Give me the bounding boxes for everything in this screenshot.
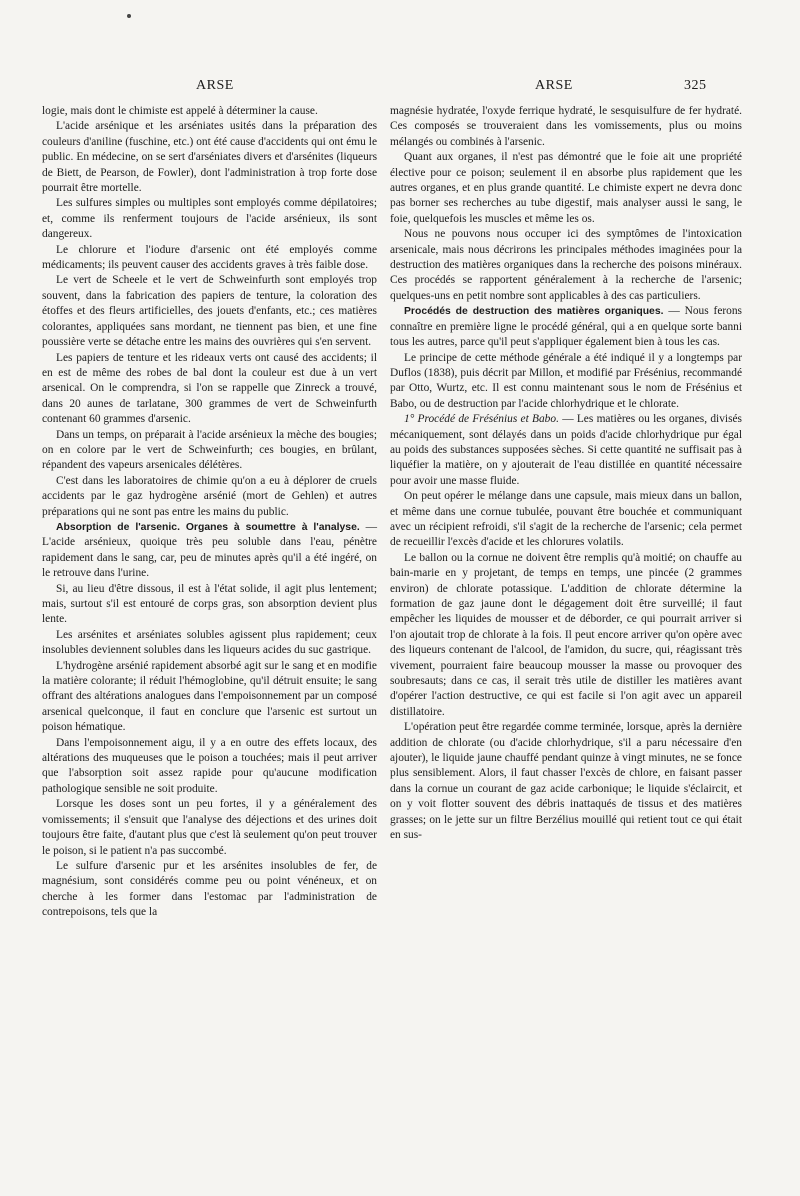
right-column — [390, 104, 742, 844]
paragraph-text: Le chlorure et l'iodure d'arsenic ont été employés comme médicaments; ils peuvent causer des accidents graves à très faible dose. — [42, 243, 377, 272]
paragraph — [390, 150, 742, 227]
paragraph — [390, 104, 742, 150]
paragraph-text: Si, au lieu d'être dissous, il est à l'état solide, il agit plus lentement; mais, surtout s'il est entouré de corps gras, son absorption devient plus lente. — [42, 582, 377, 626]
ink-speck — [127, 14, 131, 18]
subsection-heading: 1° Procédé de Frésénius et Babo. — [404, 413, 559, 426]
paragraph-text: Le ballon ou la cornue ne doivent être remplis qu'à moitié; on chauffe au bain-marie en y projetant, de temps en temps, une pincée (2 grammes environ) de chlorate potassique. L'addition de chlorate détermine la formation de gaz jaune dont le dégagement doit être surveillé; il faut empêcher les liquides de mousser et de déborder, ce qui pourrait arriver si l'on ajoutait trop de chlorate à la fois. Il peut encore arriver qu'on opère avec des liqueurs contenant de l'alcool, de l'amidon, du sucre, qui, réagissant très vivement, pourraient faire beaucoup mousser la masse ou provoquer des soubresauts; dans ce cas, il serait très utile de distiller les matières avant d'opérer l'action destructive, ce qui est facile si l'on agit avec un appareil distillatoire. — [390, 551, 742, 718]
paragraph-text: Le sulfure d'arsenic pur et les arsénites insolubles de fer, de magnésium, sont considérés comme peu ou point vénéneux, et on cherche à les former dans l'estomac par l'administration de contrepoisons, tels que la — [42, 859, 377, 919]
paragraph — [42, 273, 377, 350]
paragraph — [42, 243, 377, 274]
paragraph — [42, 119, 377, 196]
running-head-right: ARSE — [535, 78, 573, 93]
paragraph — [42, 428, 377, 474]
paragraph-text: logie, mais dont le chimiste est appelé à déterminer la cause. — [42, 105, 318, 117]
section-heading: Absorption de l'arsenic. Organes à soumettre à l'analyse. — [56, 521, 360, 533]
paragraph — [390, 227, 742, 304]
paragraph — [390, 551, 742, 720]
page-number: 325 — [684, 78, 707, 93]
paragraph — [390, 412, 742, 489]
paragraph — [42, 797, 377, 859]
paragraph-text: Quant aux organes, il n'est pas démontré que le foie ait une propriété élective pour ce poison; seulement il en absorbe plus rapidement que les autres organes, et en plus grande quantité. Le chimiste expert ne devra donc pas borner ses recherches au tube digestif, mais analyser aussi le sang, le foie, quelquefois les muscles et même les os. — [390, 151, 742, 225]
paragraph — [42, 628, 377, 659]
paragraph-text: Dans un temps, on préparait à l'acide arsénieux la mèche des bougies; on en colore par le vert de Schweinfurth; ces bougies, en brûlant, répandent des vapeurs arsenicales délétères. — [42, 428, 377, 472]
paragraph — [42, 736, 377, 798]
paragraph — [42, 659, 377, 736]
paragraph — [390, 720, 742, 843]
paragraph-text: — L'acide arsénieux, quoique très peu soluble dans l'eau, pénètre rapidement dans le sang, car, peu de minutes après qu'il a été ingéré, on le retrouve dans l'urine. — [42, 520, 377, 580]
paragraph-text: magnésie hydratée, l'oxyde ferrique hydraté, le sesquisulfure de fer hydraté. Ces composés se trouveraient dans les vomissements, plus ou moins mélangés ou combinés à l'arsenic. — [390, 105, 742, 148]
paragraph-text: Le vert de Scheele et le vert de Schweinfurth sont employés trop souvent, dans la fabrication des papiers de tenture, la coloration des étoffes et des fleurs artificielles, des jouets d'enfants, etc.; ces matières colorantes, appliquées sans mordant, ne tiennent pas bien, et une fine poussière verte se détache entre les mains des ouvrières qui s'en servent. — [42, 274, 377, 349]
paragraph-text: — Nous ferons connaître en première ligne le procédé général, qui a en quelque sorte banni tous les autres, parce qu'il peut s'appliquer également bien à tous les cas. — [390, 305, 742, 349]
paragraph — [390, 489, 742, 551]
paragraph-text: On peut opérer le mélange dans une capsule, mais mieux dans un ballon, et même dans une cornue tubulée, pouvant être bouchée et communiquant avec un récipient refroidi, s'il s'agit de la recherche de l'arsenic; cela permet de recueillir l'excès d'acide et les chlorures volatils. — [390, 490, 742, 549]
paragraph-text: Lorsque les doses sont un peu fortes, il y a généralement des vomissements; il s'ensuit que l'analyse des déjections et des urines doit toujours être faite, d'autant plus que c'est là seulement qu'on peut trouver le poison, si le patient n'a pas succombé. — [42, 798, 377, 857]
paragraph — [390, 304, 742, 350]
paragraph — [42, 859, 377, 921]
left-column — [42, 104, 377, 921]
paragraph-text: Les sulfures simples ou multiples sont employés comme dépilatoires; et, comme ils renferment toujours de l'acide arsénieux, ils sont dangereux. — [42, 197, 377, 241]
paragraph — [42, 351, 377, 428]
paragraph-text: Nous ne pouvons nous occuper ici des symptômes de l'intoxication arsenicale, mais nous décrirons les principales méthodes imaginées pour la destruction des matières organiques dans la recherche des poisons minéraux. Ces procédés se rapportent généralement à la recherche de l'arsenic; quelques-uns en petit nombre sont applicables à des cas particuliers. — [390, 228, 742, 302]
paragraph — [42, 474, 377, 520]
paragraph-text: — Les matières ou les organes, divisés mécaniquement, sont délayés dans un poids d'acide chlorhydrique pur égal au poids des substances supposées sèches. Si cette quantité ne suffisait pas à liquéfier la matière, on y ajouterait de l'eau distillée en quantité nécessaire pour avoir une masse fluide. — [390, 413, 742, 487]
paragraph-text: L'opération peut être regardée comme terminée, lorsque, après la dernière addition de chlorate (ou d'acide chlorhydrique, s'il a paru nécessaire d'en ajouter), le liquide jaune chauffé pendant quinze à vingt minutes, ne se fonce plus sensiblement. Alors, il faut chasser l'excès de chlore, en faisant passer dans la cornue un courant de gaz acide carbonique; le liquide s'éclaircit, et on y voit flotter souvent des débris inattaqués de tissus et des matières grasses; on le jette sur un filtre Berzélius mouillé qui retient tout ce qui était en sus- — [390, 721, 742, 842]
paragraph — [42, 196, 377, 242]
paragraph-text: Les arsénites et arséniates solubles agissent plus rapidement; ceux insolubles deviennent solubles dans les liqueurs acides du suc gastrique. — [42, 628, 377, 657]
paragraph-text: Les papiers de tenture et les rideaux verts ont causé des accidents; il en est de même des robes de bal dont la couleur est due à un vert arsenical. On le comprendra, si l'on se rappelle que Zinreck a trouvé, dans 20 aunes de tarlatane, 300 grammes de vert de Schweinfurth contenant 60 grammes d'arsenic. — [42, 351, 377, 426]
paragraph-text: C'est dans les laboratoires de chimie qu'on a eu à déplorer de cruels accidents par le gaz hydrogène arsénié (mort de Gehlen) et autres préparations qui ne sont pas entre les mains du public. — [42, 474, 377, 518]
paragraph-text: L'hydrogène arsénié rapidement absorbé agit sur le sang et en modifie la matière colorante; il réduit l'hémoglobine, qu'il détruit ensuite; le sang offrant des altérations analogues dans l'empoisonnement par un composé arsenical quelconque, il faut en conclure que l'arsenic est surtout un poison hématique. — [42, 659, 377, 734]
section-heading: Procédés de destruction des matières organiques. — [404, 306, 664, 318]
paragraph — [390, 351, 742, 413]
paragraph-text: Dans l'empoisonnement aigu, il y a en outre des effets locaux, des altérations des muqueuses que le poison a touchées; mais il peut arriver que l'absorption soit assez rapide pour qu'aucune modification pathologique sensible ne soit produite. — [42, 736, 377, 795]
paragraph-text: L'acide arsénique et les arséniates usités dans la préparation des couleurs d'aniline (fuschine, etc.) ont été cause d'accidents qui ont ému le public. En médecine, on se sert d'arséniates divers et d'arsénites (liqueurs de Biett, de Pearson, de Fowler), dont l'administration à trop forte dose pourrait être mortelle. — [42, 120, 377, 195]
paragraph-text: Le principe de cette méthode générale a été indiqué il y a longtemps par Duflos (1838), puis décrit par Millon, et modifié par Frésénius, recommandé par Otto, Wurtz, etc. Il est connu maintenant sous le nom de Frésénius et Babo, ou de destruction par l'acide chlorhydrique et le chlorate. — [390, 351, 742, 410]
running-head-left: ARSE — [196, 78, 234, 93]
paragraph — [42, 582, 377, 628]
paragraph — [42, 520, 377, 582]
paragraph — [42, 104, 377, 119]
